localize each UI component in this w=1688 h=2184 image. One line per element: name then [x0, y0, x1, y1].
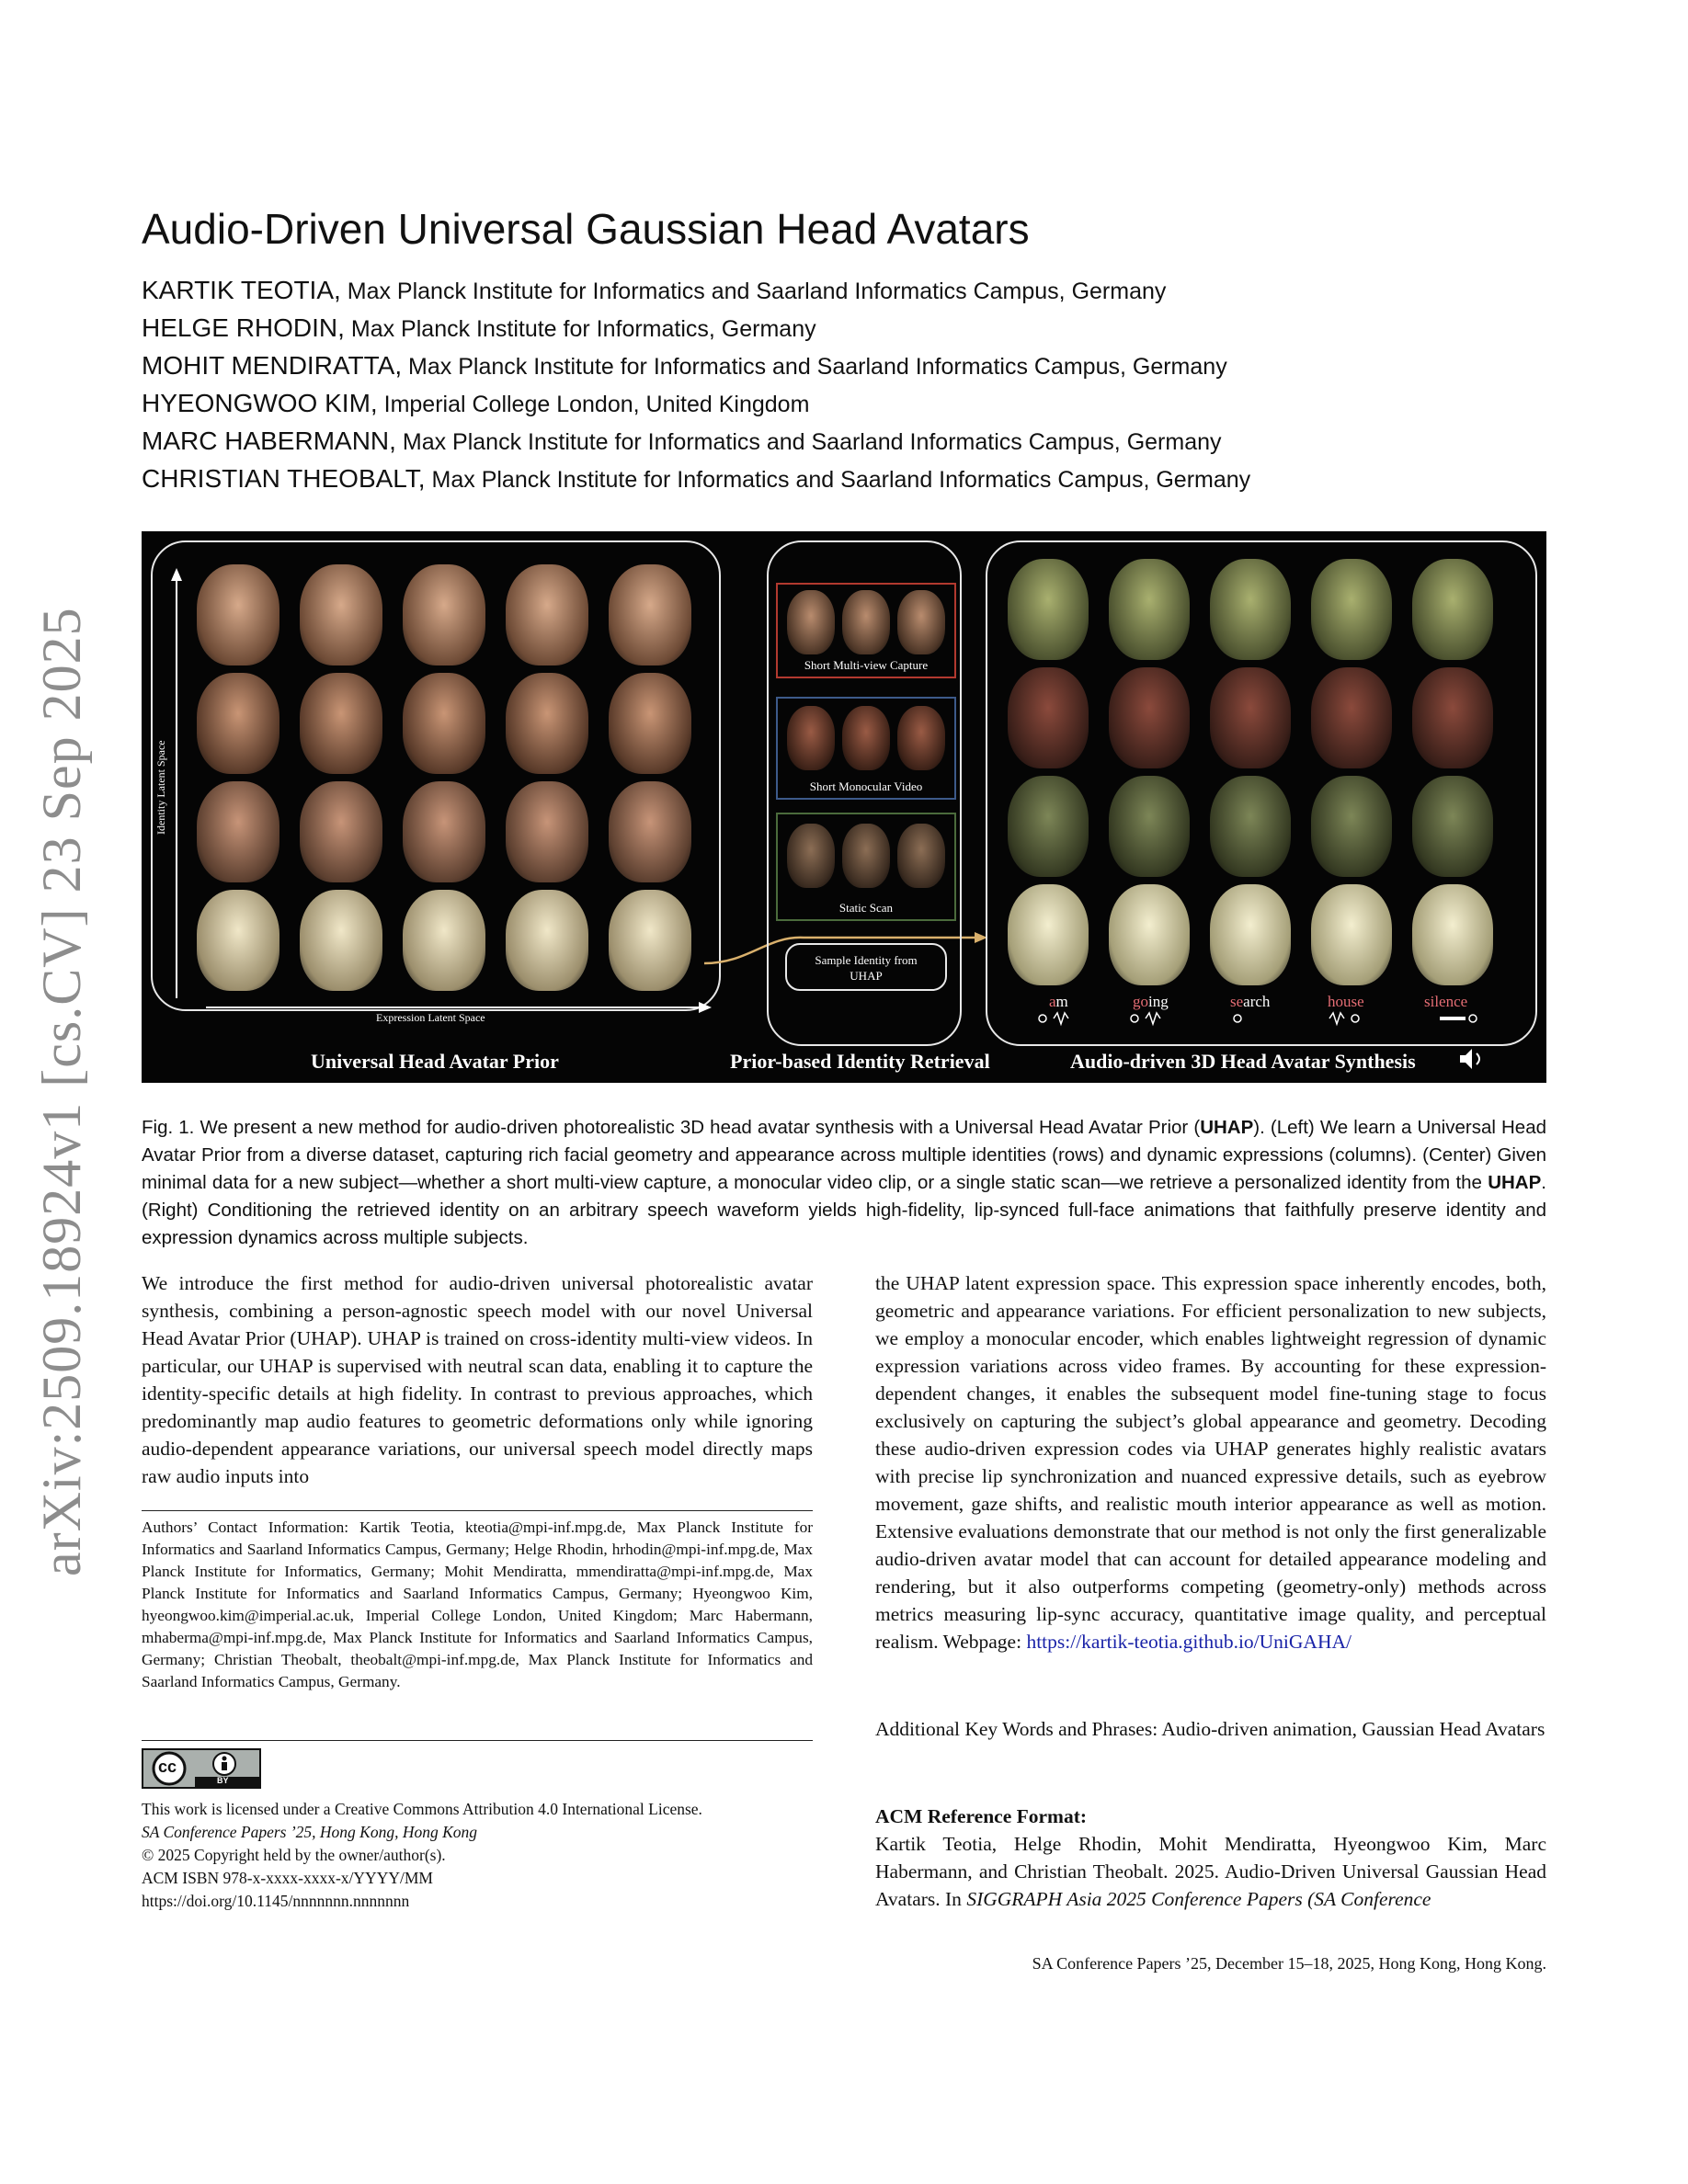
- synthesized-avatar-face: [1210, 884, 1291, 985]
- author-line: [142, 427, 1222, 456]
- caption-label: Fig. 1.: [142, 1117, 195, 1138]
- synthesized-avatar-face: [1210, 559, 1291, 660]
- synthesized-avatar-face: [1412, 884, 1493, 985]
- author-name: CHRISTIAN THEOBALT,: [142, 464, 426, 493]
- speech-word: going: [1133, 993, 1169, 1010]
- expression-axis-label: Expression Latent Space: [376, 1011, 485, 1024]
- author-affiliation: Imperial College London, United Kingdom: [377, 392, 810, 417]
- author-affiliation: Max Planck Institute for Informatics and Saarland Informatics Campus, Germany: [402, 354, 1227, 380]
- synthesized-avatar-face: [1311, 884, 1392, 985]
- author-line: [142, 389, 809, 418]
- retrieval-input-face: [842, 590, 890, 654]
- retrieval-input-face: [897, 706, 945, 770]
- prior-avatar-face: [403, 564, 485, 665]
- isbn-line: ACM ISBN 978-x-xxxx-xxxx-x/YYYY/MM: [142, 1869, 433, 1887]
- prior-avatar-face: [197, 890, 279, 991]
- prior-avatar-face: [300, 781, 382, 882]
- prior-avatar-face: [197, 673, 279, 774]
- cc-by-badge: [142, 1748, 261, 1789]
- abstract-left-column: We introduce the first method for audio-driven universal photorealistic avatar synthesis, combining a person-agnostic speech model with our novel Universal Head Avatar Prior (UHAP). UHAP is trained on cross-identity multi-view videos. In particular, our UHAP is supervised with neutral scan data, enabling it to capture the identity-specific details at high fidelity. In contrast to previous approaches, which predominantly map audio features to geometric deformations only while ignoring audio-dependent appearance variations, our universal speech model directly maps raw audio inputs into: [142, 1272, 813, 1487]
- prior-avatar-face: [609, 564, 691, 665]
- synthesized-avatar-face: [1210, 776, 1291, 877]
- author-line: [142, 313, 816, 343]
- identity-axis-label: Identity Latent Space: [154, 740, 167, 835]
- phoneme-icon: [1469, 1015, 1477, 1022]
- prior-avatar-face: [403, 890, 485, 991]
- author-affiliation: Max Planck Institute for Informatics and Saarland Informatics Campus, Germany: [340, 279, 1167, 304]
- license-block: [142, 1798, 822, 1913]
- waveform-icon: [1146, 1013, 1160, 1024]
- acm-reference-heading: ACM Reference Format:: [875, 1805, 1088, 1827]
- author-affiliation: Max Planck Institute for Informatics and Saarland Informatics Campus, Germany: [395, 429, 1222, 455]
- prior-avatar-face: [300, 564, 382, 665]
- prior-avatar-face: [197, 564, 279, 665]
- retrieval-input-face: [897, 590, 945, 654]
- prior-avatar-face: [506, 564, 588, 665]
- author-affiliation: Max Planck Institute for Informatics and Saarland Informatics Campus, Germany: [425, 467, 1251, 493]
- phoneme-icon: [1131, 1015, 1138, 1022]
- static-scan-label: Static Scan: [838, 901, 894, 915]
- author-affiliation: Max Planck Institute for Informatics, Germany: [344, 316, 816, 342]
- author-contact-info: Authors’ Contact Information: Kartik Teotia, kteotia@mpi-inf.mpg.de, Max Planck Institute for Informatics and Saarland Informatics Campus, Germany; Helge Rhodin, hrhodin@mpi-inf.mpg.de, Max Planck Institute for Informatics, Germany; Mohit Mendiratta, mmendiratta@mpi-inf.mpg.de, Max Planck Institute for Informatics and Saarland Informatics Campus, Germany; Hyeongwoo Kim, hyeongwoo.kim@imperial.ac.uk, Imperial College London, United Kingdom; Marc Habermann, mhaberma@mpi-inf.mpg.de, Max Planck Institute for Informatics and Saarland Informatics Campus, Germany; Christian Theobalt, theobalt@mpi-inf.mpg.de, Max Planck Institute for Informatics and Saarland Informatics Campus, Germany.: [142, 1519, 813, 1690]
- multiview-capture-label: Short Multi-view Capture: [804, 658, 929, 672]
- prior-avatar-face: [609, 673, 691, 774]
- speech-word: am: [1049, 993, 1068, 1010]
- paper-title: Audio-Driven Universal Gaussian Head Avatars: [142, 205, 1030, 253]
- retrieval-input-face: [897, 824, 945, 888]
- prior-avatar-face: [197, 781, 279, 882]
- author-line: [142, 276, 1166, 305]
- author-line: [142, 351, 1227, 381]
- prior-avatar-face: [403, 673, 485, 774]
- venue-line: SA Conference Papers ’25, Hong Kong, Hong Kong: [142, 1823, 478, 1841]
- cc-text: cc: [158, 1757, 177, 1776]
- prior-avatar-face: [506, 890, 588, 991]
- synthesized-avatar-face: [1311, 776, 1392, 877]
- synthesized-avatar-face: [1412, 559, 1493, 660]
- synthesized-avatar-face: [1311, 667, 1392, 768]
- prior-avatar-face: [506, 781, 588, 882]
- abstract-right-column: the UHAP latent expression space. This expression space inherently encodes, both, geometric and appearance variations. For efficient personalization to new subjects, we employ a monocular encoder, which enables lightweight regression of dynamic expression variations across video frames. By accounting for these expression-dependent changes, it enables the subsequent model fine-tuning stage to focus exclusively on capturing the subject’s global appearance and geometry. Decoding these audio-driven expression codes via UHAP generates highly realistic avatars with precise lip synchronization and nuanced expressive details, such as eyebrow movement, gaze shifts, and realistic mouth interior appearance as well as motion. Extensive evaluations demonstrate that our method is not only the first generalizable audio-driven avatar model that can account for detailed appearance modeling and rendering, but it also outperforms competing (geometry-only) methods across metrics measuring lip-sync accuracy, quantitative image quality, and perceptual realism. Webpage: https://kartik-teotia.github.io/UniGAHA/: [875, 1272, 1546, 1653]
- license-rule: [142, 1740, 813, 1741]
- doi-line[interactable]: https://doi.org/10.1145/nnnnnnn.nnnnnnn: [142, 1892, 410, 1910]
- retrieval-input-face: [787, 824, 835, 888]
- speech-word: house: [1328, 993, 1364, 1010]
- sample-identity-label: Sample Identity from UHAP: [815, 953, 918, 983]
- retrieval-caption: Prior-based Identity Retrieval: [730, 1050, 990, 1073]
- arxiv-stamp: arXiv:2509.18924v1 [cs.CV] 23 Sep 2025: [31, 607, 92, 1576]
- prior-avatar-face: [506, 673, 588, 774]
- waveform-icon: [1329, 1013, 1344, 1024]
- speech-word: silence: [1424, 993, 1468, 1010]
- synthesized-avatar-face: [1311, 559, 1392, 660]
- retrieval-input-face: [842, 824, 890, 888]
- synthesized-avatar-face: [1109, 667, 1190, 768]
- synthesized-avatar-face: [1412, 776, 1493, 877]
- synthesized-avatar-face: [1412, 667, 1493, 768]
- phoneme-icon: [1234, 1015, 1241, 1022]
- waveform-icon: [1054, 1013, 1068, 1024]
- page-footer: SA Conference Papers ’25, December 15–18, 2025, Hong Kong, Hong Kong.: [1032, 1954, 1546, 1973]
- author-name: HELGE RHODIN,: [142, 313, 345, 342]
- by-text: BY: [217, 1776, 229, 1785]
- prior-avatar-face: [609, 781, 691, 882]
- prior-avatar-face: [300, 890, 382, 991]
- speaker-icon: [1460, 1049, 1479, 1069]
- retrieval-input-face: [842, 706, 890, 770]
- prior-avatar-face: [403, 781, 485, 882]
- prior-caption: Universal Head Avatar Prior: [311, 1050, 559, 1073]
- synthesized-avatar-face: [1008, 884, 1089, 985]
- acm-reference: ACM Reference Format: Kartik Teotia, Helge Rhodin, Mohit Mendiratta, Hyeongwoo Kim, Marc Habermann, and Christian Theobalt. 2025. Audio-Driven Universal Gaussian Head Avatars. In SIGGRAPH Asia 2025 Conference Papers (SA Conference: [875, 1803, 1546, 1913]
- webpage-link[interactable]: https://kartik-teotia.github.io/UniGAHA/: [1026, 1631, 1352, 1653]
- footnote-rule: [142, 1510, 813, 1511]
- retrieval-input-face: [787, 590, 835, 654]
- monocular-video-label: Short Monocular Video: [809, 779, 923, 793]
- copyright-line: © 2025 Copyright held by the owner/author(s).: [142, 1846, 446, 1864]
- phoneme-icon: [1039, 1015, 1046, 1022]
- author-name: MOHIT MENDIRATTA,: [142, 351, 403, 380]
- author-line: [142, 464, 1250, 494]
- synthesized-avatar-face: [1210, 667, 1291, 768]
- author-name: MARC HABERMANN,: [142, 427, 396, 455]
- synthesized-avatar-face: [1109, 884, 1190, 985]
- author-name: HYEONGWOO KIM,: [142, 389, 378, 417]
- synthesis-caption: Audio-driven 3D Head Avatar Synthesis: [1070, 1050, 1416, 1073]
- synthesized-avatar-face: [1008, 667, 1089, 768]
- synthesized-avatar-face: [1008, 559, 1089, 660]
- phoneme-icon: [1352, 1015, 1359, 1022]
- author-name: KARTIK TEOTIA,: [142, 276, 341, 304]
- retrieval-input-face: [787, 706, 835, 770]
- keywords: Additional Key Words and Phrases: Audio-driven animation, Gaussian Head Avatars: [875, 1718, 1545, 1740]
- synthesized-avatar-face: [1008, 776, 1089, 877]
- synthesized-avatar-face: [1109, 559, 1190, 660]
- speech-word: search: [1230, 993, 1271, 1010]
- license-statement: This work is licensed under a Creative Commons Attribution 4.0 International License.: [142, 1800, 702, 1818]
- teaser-figure: [142, 531, 1546, 1083]
- prior-avatar-face: [300, 673, 382, 774]
- figure-caption: Fig. 1. We present a new method for audio-driven photorealistic 3D head avatar synthesis with a Universal Head Avatar Prior (UHAP). (Left) We learn a Universal Head Avatar Prior from a diverse dataset, capturing rich facial geometry and appearance across multiple identities (rows) and dynamic expressions (columns). (Center) Given minimal data for a new subject—whether a short multi-view capture, a monocular video clip, or a single static scan—we retrieve a personalized identity from the UHAP. (Right) Conditioning the retrieved identity on an arbitrary speech waveform yields high-fidelity, lip-synced full-face animations that faithfully preserve identity and expression dynamics across multiple subjects.: [142, 1117, 1547, 1248]
- synthesized-avatar-face: [1109, 776, 1190, 877]
- prior-avatar-face: [609, 890, 691, 991]
